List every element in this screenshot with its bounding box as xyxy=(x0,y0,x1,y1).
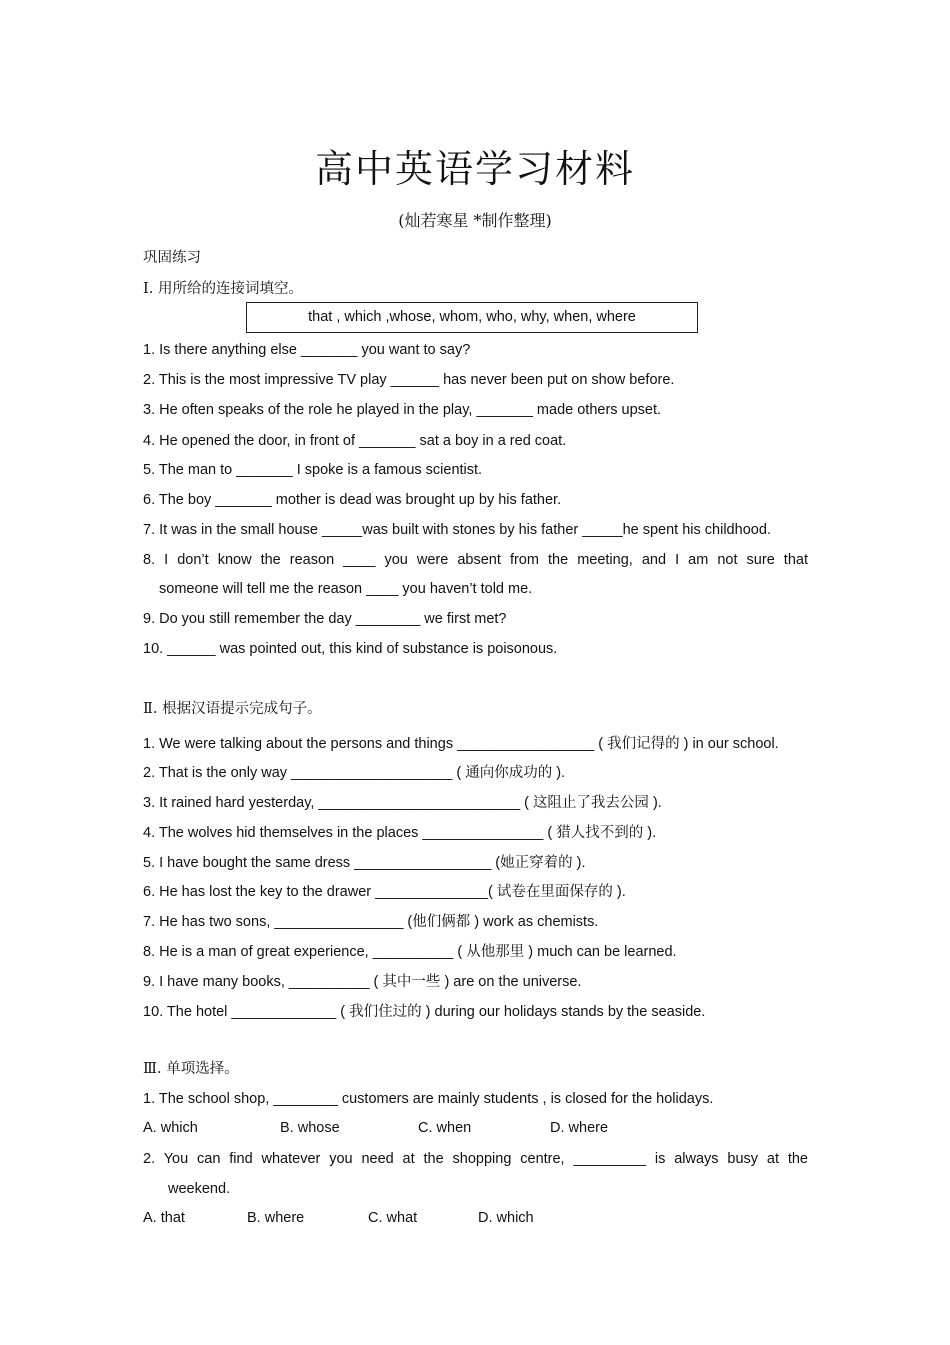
part3-q2-stem: 2. You can find whatever you need at the shopping centre, _________ is always busy at the xyxy=(143,1151,808,1167)
part1-item-8-cont: someone will tell me the reason ____ you haven’t told me. xyxy=(159,581,533,597)
part2-item-7: 7. He has two sons, ________________ (他们俩都 ) work as chemists. xyxy=(143,914,599,930)
part2-item-4: 4. The wolves hid themselves in the places _______________ ( 猎人找不到的 ). xyxy=(143,825,657,841)
option-c: C. what xyxy=(368,1210,418,1226)
option-b: B. where xyxy=(247,1210,305,1226)
part1-item-3: 3. He often speaks of the role he played in the play, _______ made others upset. xyxy=(143,402,662,418)
option-a: A. which xyxy=(143,1120,198,1136)
part2-heading: Ⅱ. 根据汉语提示完成句子。 xyxy=(143,701,322,717)
part1-item-6: 6. The boy _______ mother is dead was brought up by his father. xyxy=(143,492,562,508)
word-box: that , which ,whose, whom, who, why, when, where xyxy=(246,302,698,333)
part1-item-7: 7. It was in the small house _____was built with stones by his father _____he spent his childhood. xyxy=(143,522,771,538)
option-b: B. whose xyxy=(280,1120,340,1136)
part1-item-2: 2. This is the most impressive TV play ______ has never been put on show before. xyxy=(143,372,675,388)
part2-item-3: 3. It rained hard yesterday, _________________________ ( 这阻止了我去公园 ). xyxy=(143,795,662,811)
page-title: 高中英语学习材料 xyxy=(314,147,635,191)
part1-item-10: 10. ______ was pointed out, this kind of substance is poisonous. xyxy=(143,641,558,657)
option-d: D. which xyxy=(478,1210,534,1226)
part1-item-4: 4. He opened the door, in front of _______ sat a boy in a red coat. xyxy=(143,433,567,449)
page-subtitle: (灿若寒星 *制作整理) xyxy=(398,211,552,230)
part2-item-2: 2. That is the only way ____________________ ( 通向你成功的 ). xyxy=(143,765,566,781)
part1-item-9: 9. Do you still remember the day ________ we first met? xyxy=(143,611,507,627)
section-consolidate: 巩固练习 xyxy=(143,250,201,266)
part1-heading: Ⅰ. 用所给的连接词填空。 xyxy=(143,281,303,297)
part3-q1-stem: 1. The school shop, ________ customers are mainly students , is closed for the holidays. xyxy=(143,1091,714,1107)
part2-item-10: 10. The hotel _____________ ( 我们住过的 ) during our holidays stands by the seaside. xyxy=(143,1004,706,1020)
option-d: D. where xyxy=(550,1120,609,1136)
part2-item-1: 1. We were talking about the persons and things _________________ ( 我们记得的 ) in our school. xyxy=(143,736,779,752)
part3-heading: Ⅲ. 单项选择。 xyxy=(143,1061,239,1077)
part2-item-8: 8. He is a man of great experience, __________ ( 从他那里 ) much can be learned. xyxy=(143,944,677,960)
part1-item-1: 1. Is there anything else _______ you want to say? xyxy=(143,342,471,358)
part2-item-9: 9. I have many books, __________ ( 其中一些 ) are on the universe. xyxy=(143,974,582,990)
option-a: A. that xyxy=(143,1210,185,1226)
part1-item-8: 8. I don’t know the reason ____ you were absent from the meeting, and I am not sure that xyxy=(143,552,808,568)
part2-item-6: 6. He has lost the key to the drawer ______________( 试卷在里面保存的 ). xyxy=(143,884,626,900)
option-c: C. when xyxy=(418,1120,472,1136)
part2-item-5: 5. I have bought the same dress _________________ (她正穿着的 ). xyxy=(143,855,586,871)
part1-item-5: 5. The man to _______ I spoke is a famous scientist. xyxy=(143,462,483,478)
part3-q2-stem-cont: weekend. xyxy=(168,1181,231,1197)
